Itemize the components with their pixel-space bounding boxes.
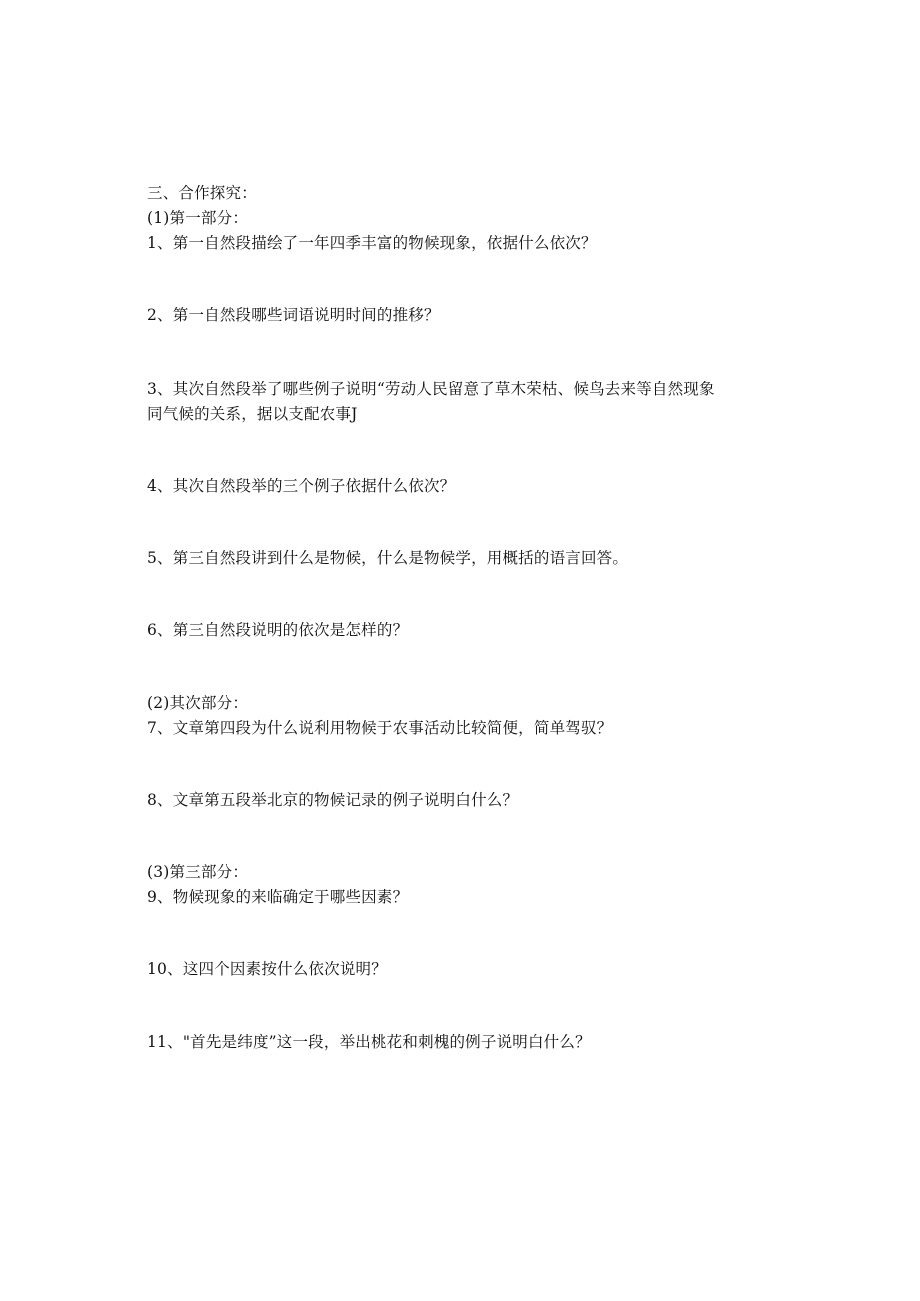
question-1: 1、第一自然段描绘了一年四季丰富的物候现象，依据什么依次？ xyxy=(147,234,597,252)
question-3-line-2: 同气候的关系，据以支配农事J xyxy=(147,405,358,423)
question-8: 8、文章第五段举北京的物候记录的例子说明白什么？ xyxy=(147,791,519,809)
question-2: 2、第一自然段哪些词语说明时间的推移？ xyxy=(147,306,440,324)
question-6: 6、第三自然段说明的依次是怎样的？ xyxy=(147,621,409,639)
part-2-heading: (2)其次部分： xyxy=(147,694,249,712)
question-9: 9、物候现象的来临确定于哪些因素？ xyxy=(147,888,409,906)
question-11: 11、"首先是纬度”这一段，举出桃花和刺槐的例子说明白什么？ xyxy=(147,1033,591,1051)
question-3-line-1: 3、其次自然段举了哪些例子说明“劳动人民留意了草木荣枯、候鸟去来等自然现象 xyxy=(147,380,715,398)
part-3-heading: (3)第三部分： xyxy=(147,863,249,881)
question-7: 7、文章第四段为什么说利用物候于农事活动比较简便，简单驾驭？ xyxy=(147,719,613,737)
section-heading: 三、合作探究： xyxy=(147,184,257,202)
question-5: 5、第三自然段讲到什么是物候，什么是物候学，用概括的语言回答。 xyxy=(147,549,629,567)
question-10: 10、这四个因素按什么依次说明？ xyxy=(147,960,387,978)
question-4: 4、其次自然段举的三个例子依据什么依次？ xyxy=(147,477,456,495)
part-1-heading: (1)第一部分： xyxy=(147,209,249,227)
